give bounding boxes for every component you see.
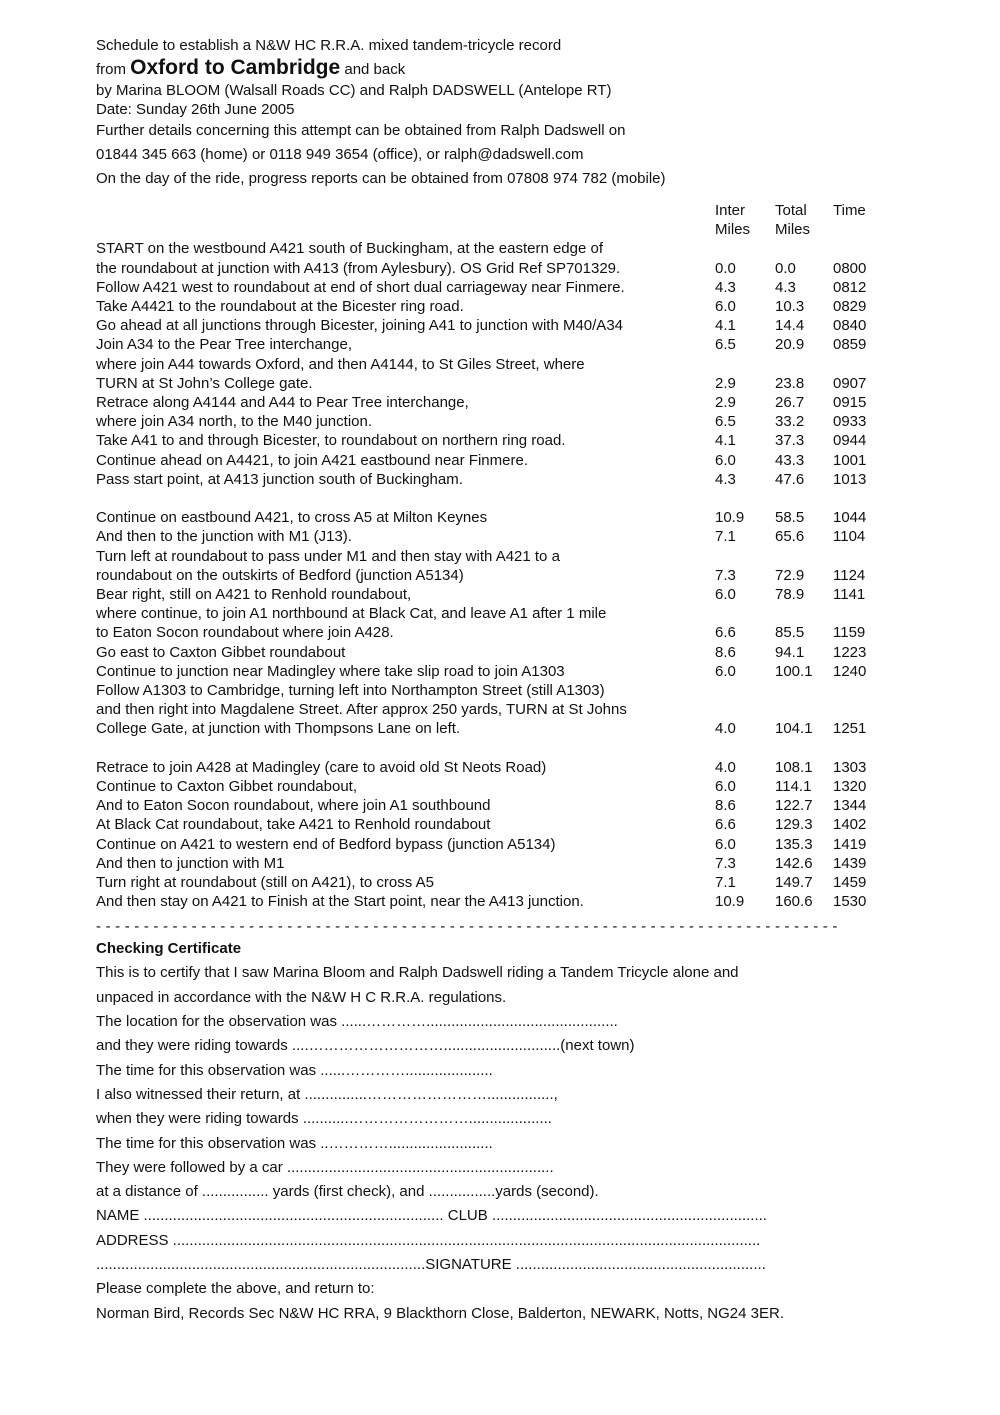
route-description: Continue to Caxton Gibbet roundabout,	[96, 778, 358, 796]
riders-line: by Marina BLOOM (Walsall Roads CC) and Ralph DADSWELL (Antelope RT)	[96, 82, 612, 99]
column-header-total-unit: Miles	[775, 221, 811, 239]
total-miles	[775, 489, 833, 508]
table-row	[96, 892, 893, 911]
header-section	[96, 36, 896, 191]
inter-miles	[715, 739, 775, 758]
scheduled-time: 1240	[833, 662, 867, 680]
certificate-line: This is to certify that I saw Marina Bloom and Ralph Dadswell riding a Tandem Tricycle alone and	[96, 964, 739, 982]
route-description: TURN at St John’s College gate.	[96, 374, 313, 392]
scheduled-time: 0944	[833, 432, 867, 450]
table-row	[96, 623, 893, 642]
inter-miles	[715, 700, 775, 719]
route-description: Continue ahead on A4421, to join A421 eastbound near Finmere.	[96, 451, 528, 469]
column-header-row	[96, 201, 893, 220]
route-description: And then stay on A421 to Finish at the Start point, near the A413 junction.	[96, 893, 584, 911]
route-description: Continue on A421 to western end of Bedford bypass (junction A5134)	[96, 835, 556, 853]
route-description: Bear right, still on A421 to Renhold roundabout,	[96, 586, 412, 604]
inter-miles: 4.1	[715, 432, 736, 450]
route-description: where join A34 north, to the M40 junction.	[96, 413, 373, 431]
certificate-line: I also witnessed their return, at ...............……………………................,	[96, 1085, 558, 1103]
route-description: Retrace along A4144 and A44 to Pear Tree interchange,	[96, 394, 469, 412]
column-header-row-2	[96, 220, 893, 239]
inter-miles: 6.5	[715, 336, 736, 354]
scheduled-time	[833, 355, 893, 374]
route-description: roundabout on the outskirts of Bedford (junction A5134)	[96, 566, 464, 584]
total-miles: 149.7	[775, 874, 813, 892]
inter-miles: 10.9	[715, 893, 745, 911]
route-description: And then to junction with M1	[96, 854, 285, 872]
route-description	[96, 739, 715, 758]
total-miles: 0.0	[775, 259, 796, 277]
certificate-lines	[96, 961, 896, 1325]
scheduled-time: 0907	[833, 374, 867, 392]
scheduled-time: 1013	[833, 470, 867, 488]
total-miles: 114.1	[775, 778, 812, 796]
scheduled-time: 1251	[833, 720, 867, 738]
scheduled-time	[833, 604, 893, 623]
total-miles	[775, 355, 833, 374]
scheduled-time: 1141	[833, 586, 866, 604]
table-row	[96, 547, 893, 566]
inter-miles: 8.6	[715, 797, 736, 815]
route-description: Turn right at roundabout (still on A421), to cross A5	[96, 874, 434, 892]
table-row	[96, 239, 893, 258]
inter-miles: 6.0	[715, 586, 736, 604]
inter-miles: 6.0	[715, 778, 736, 796]
table-row	[96, 854, 893, 873]
certificate-line: ADDRESS .............................................................................................................................................	[96, 1231, 761, 1249]
table-row	[96, 355, 893, 374]
column-header-total: Total	[775, 202, 807, 219]
inter-miles: 6.6	[715, 624, 736, 642]
total-miles: 37.3	[775, 432, 805, 450]
scheduled-time: 0800	[833, 259, 867, 277]
scheduled-time: 1044	[833, 509, 867, 527]
route-description: Pass start point, at A413 junction south of Buckingham.	[96, 470, 463, 488]
inter-miles: 6.5	[715, 413, 736, 431]
route-description: College Gate, at junction with Thompsons Lane on left.	[96, 720, 461, 738]
details-line-3: On the day of the ride, progress reports can be obtained from 07808 974 782 (mobile)	[96, 170, 666, 187]
inter-miles: 7.3	[715, 854, 736, 872]
from-suffix: and back	[340, 61, 406, 78]
inter-miles	[715, 355, 775, 374]
certificate-line: at a distance of ................ yards (first check), and ................yards (second).	[96, 1183, 599, 1201]
total-miles	[775, 604, 833, 623]
date-line: Date: Sunday 26th June 2005	[96, 101, 295, 118]
certificate-line: Norman Bird, Records Sec N&W HC RRA, 9 Blackthorn Close, Balderton, NEWARK, Notts, NG24 3ER.	[96, 1304, 785, 1322]
scheduled-time: 1344	[833, 797, 867, 815]
table-row	[96, 835, 893, 854]
certificate-line: and they were riding towards ....………………………............................(next town)	[96, 1037, 635, 1055]
route-description: START on the westbound A421 south of Buckingham, at the eastern edge of	[96, 240, 604, 258]
inter-miles: 4.0	[715, 720, 736, 738]
inter-miles: 10.9	[715, 509, 745, 527]
total-miles	[775, 681, 833, 700]
route-description: Continue to junction near Madingley where take slip road to join A1303	[96, 662, 565, 680]
route-description	[96, 489, 715, 508]
route-description: Take A41 to and through Bicester, to roundabout on northern ring road.	[96, 432, 566, 450]
total-miles: 43.3	[775, 451, 805, 469]
inter-miles: 6.0	[715, 298, 736, 316]
route-description: Take A4421 to the roundabout at the Bicester ring road.	[96, 298, 464, 316]
column-header-inter: Inter	[715, 202, 746, 219]
table-row	[96, 451, 893, 470]
total-miles: 33.2	[775, 413, 805, 431]
inter-miles: 4.0	[715, 758, 736, 776]
details-line-2: 01844 345 663 (home) or 0118 949 3654 (office), or ralph@dadswell.com	[96, 146, 584, 163]
scheduled-time: 1223	[833, 643, 867, 661]
table-row	[96, 604, 893, 623]
header-line-1: Schedule to establish a N&W HC R.R.A. mixed tandem-tricycle record	[96, 37, 562, 54]
table-row	[96, 796, 893, 815]
spacer-row	[96, 739, 893, 758]
route-description: And to Eaton Socon roundabout, where join A1 southbound	[96, 797, 491, 815]
route-description: the roundabout at junction with A413 (from Aylesbury). OS Grid Ref SP701329.	[96, 259, 621, 277]
inter-miles	[715, 239, 775, 258]
inter-miles: 0.0	[715, 259, 736, 277]
total-miles	[775, 700, 833, 719]
total-miles: 78.9	[775, 586, 805, 604]
inter-miles	[715, 681, 775, 700]
certificate-line: when they were riding towards ...........……………………....................	[96, 1110, 552, 1128]
scheduled-time: 0812	[833, 278, 867, 296]
total-miles: 104.1	[775, 720, 813, 738]
route-description: And then to the junction with M1 (J13).	[96, 528, 352, 546]
certificate-line: The time for this observation was ......………….....................	[96, 1061, 493, 1079]
total-miles	[775, 547, 833, 566]
inter-miles	[715, 489, 775, 508]
inter-miles: 6.0	[715, 451, 736, 469]
scheduled-time	[833, 239, 893, 258]
certificate-line: NAME ........................................................................ CLUB ..................................................................	[96, 1207, 767, 1225]
table-row	[96, 259, 893, 278]
route-description: Go ahead at all junctions through Bicester, joining A41 to junction with M40/A34	[96, 317, 623, 335]
scheduled-time: 1303	[833, 758, 867, 776]
column-header-inter-unit: Miles	[715, 221, 751, 239]
total-miles: 160.6	[775, 893, 813, 911]
table-row	[96, 719, 893, 738]
total-miles: 108.1	[775, 758, 813, 776]
table-row	[96, 412, 893, 431]
total-miles	[775, 739, 833, 758]
table-row	[96, 393, 893, 412]
table-row	[96, 470, 893, 489]
scheduled-time: 1402	[833, 816, 867, 834]
scheduled-time: 1530	[833, 893, 867, 911]
scheduled-time: 1001	[833, 451, 867, 469]
inter-miles	[715, 604, 775, 623]
scheduled-time	[833, 700, 893, 719]
total-miles: 4.3	[775, 278, 796, 296]
route-description: At Black Cat roundabout, take A421 to Renhold roundabout	[96, 816, 491, 834]
scheduled-time: 0840	[833, 317, 867, 335]
route-description: and then right into Magdalene Street. After approx 250 yards, TURN at St Johns	[96, 701, 627, 719]
table-row	[96, 643, 893, 662]
table-row	[96, 566, 893, 585]
table-row	[96, 681, 893, 700]
route-description: where join A44 towards Oxford, and then A4144, to St Giles Street, where	[96, 355, 585, 373]
route-description: where continue, to join A1 northbound at Black Cat, and leave A1 after 1 mile	[96, 605, 607, 623]
table-row	[96, 758, 893, 777]
certificate-line: The time for this observation was ..………….........................	[96, 1134, 493, 1152]
scheduled-time: 1419	[833, 835, 867, 853]
from-prefix: from	[96, 61, 131, 78]
inter-miles: 6.0	[715, 662, 736, 680]
total-miles: 58.5	[775, 509, 805, 527]
table-row	[96, 431, 893, 450]
total-miles: 10.3	[775, 298, 805, 316]
certificate-title: Checking Certificate	[96, 940, 242, 958]
table-row	[96, 316, 893, 335]
total-miles: 129.3	[775, 816, 813, 834]
inter-miles: 7.1	[715, 528, 736, 546]
scheduled-time: 0859	[833, 336, 867, 354]
details-line-1: Further details concerning this attempt can be obtained from Ralph Dadswell on	[96, 122, 626, 139]
total-miles: 23.8	[775, 374, 805, 392]
total-miles: 20.9	[775, 336, 805, 354]
scheduled-time: 1320	[833, 778, 867, 796]
table-row	[96, 278, 893, 297]
scheduled-time: 0933	[833, 413, 867, 431]
inter-miles	[715, 547, 775, 566]
scheduled-time: 1124	[833, 566, 866, 584]
table-row	[96, 777, 893, 796]
schedule-document	[96, 36, 896, 1326]
inter-miles: 4.3	[715, 470, 736, 488]
inter-miles: 4.3	[715, 278, 736, 296]
inter-miles: 2.9	[715, 394, 736, 412]
route-title-line	[96, 55, 896, 81]
route-description: Turn left at roundabout to pass under M1 and then stay with A421 to a	[96, 547, 560, 565]
total-miles: 47.6	[775, 470, 805, 488]
total-miles: 100.1	[775, 662, 813, 680]
total-miles: 85.5	[775, 624, 805, 642]
scheduled-time: 1459	[833, 874, 867, 892]
table-row	[96, 508, 893, 527]
scheduled-time	[833, 681, 893, 700]
scheduled-time: 0829	[833, 298, 867, 316]
scheduled-time: 1439	[833, 854, 867, 872]
scheduled-time: 0915	[833, 394, 867, 412]
inter-miles: 6.0	[715, 835, 736, 853]
column-header-time: Time	[833, 202, 866, 219]
table-row	[96, 527, 893, 546]
checking-certificate	[96, 937, 896, 1325]
separator-line: - - - - - - - - - - - - - - - - - - - - - - - - - - - - - - - - - - - - - - - - - - - - - - - - - - - - - - - - - - - - - - - - - - - - - - - - - - - - - -	[96, 918, 838, 936]
certificate-line: The location for the observation was ......…………..............................................	[96, 1013, 618, 1031]
inter-miles: 8.6	[715, 643, 736, 661]
spacer-row	[96, 489, 893, 508]
inter-miles: 7.3	[715, 566, 736, 584]
route-schedule-table	[96, 201, 893, 911]
table-row	[96, 873, 893, 892]
inter-miles: 2.9	[715, 374, 736, 392]
certificate-line: unpaced in accordance with the N&W H C R.R.A. regulations.	[96, 988, 507, 1006]
total-miles: 65.6	[775, 528, 805, 546]
route-description: Follow A1303 to Cambridge, turning left into Northampton Street (still A1303)	[96, 682, 605, 700]
total-miles: 94.1	[775, 643, 805, 661]
scheduled-time	[833, 489, 893, 508]
inter-miles: 7.1	[715, 874, 736, 892]
table-row	[96, 662, 893, 681]
certificate-line: ...............................................................................SIGNATURE ............................................................	[96, 1256, 766, 1274]
total-miles	[775, 239, 833, 258]
certificate-line: They were followed by a car ................................................................	[96, 1158, 554, 1176]
table-row	[96, 700, 893, 719]
total-miles: 26.7	[775, 394, 805, 412]
scheduled-time: 1104	[833, 528, 866, 546]
scheduled-time: 1159	[833, 624, 866, 642]
route-title: Oxford to Cambridge	[130, 56, 341, 79]
table-row	[96, 374, 893, 393]
total-miles: 135.3	[775, 835, 813, 853]
table-row	[96, 335, 893, 354]
total-miles: 72.9	[775, 566, 805, 584]
route-description: Continue on eastbound A421, to cross A5 at Milton Keynes	[96, 509, 488, 527]
table-row	[96, 585, 893, 604]
route-description: Join A34 to the Pear Tree interchange,	[96, 336, 353, 354]
total-miles: 14.4	[775, 317, 805, 335]
scheduled-time	[833, 547, 893, 566]
inter-miles: 6.6	[715, 816, 736, 834]
scheduled-time	[833, 739, 893, 758]
route-description: Go east to Caxton Gibbet roundabout	[96, 643, 346, 661]
total-miles: 122.7	[775, 797, 813, 815]
inter-miles: 4.1	[715, 317, 736, 335]
route-description: to Eaton Socon roundabout where join A428.	[96, 624, 394, 642]
total-miles: 142.6	[775, 854, 813, 872]
route-description: Follow A421 west to roundabout at end of short dual carriageway near Finmere.	[96, 278, 625, 296]
route-description: Retrace to join A428 at Madingley (care to avoid old St Neots Road)	[96, 758, 547, 776]
certificate-line: Please complete the above, and return to:	[96, 1280, 375, 1298]
table-row	[96, 297, 893, 316]
table-row	[96, 815, 893, 834]
